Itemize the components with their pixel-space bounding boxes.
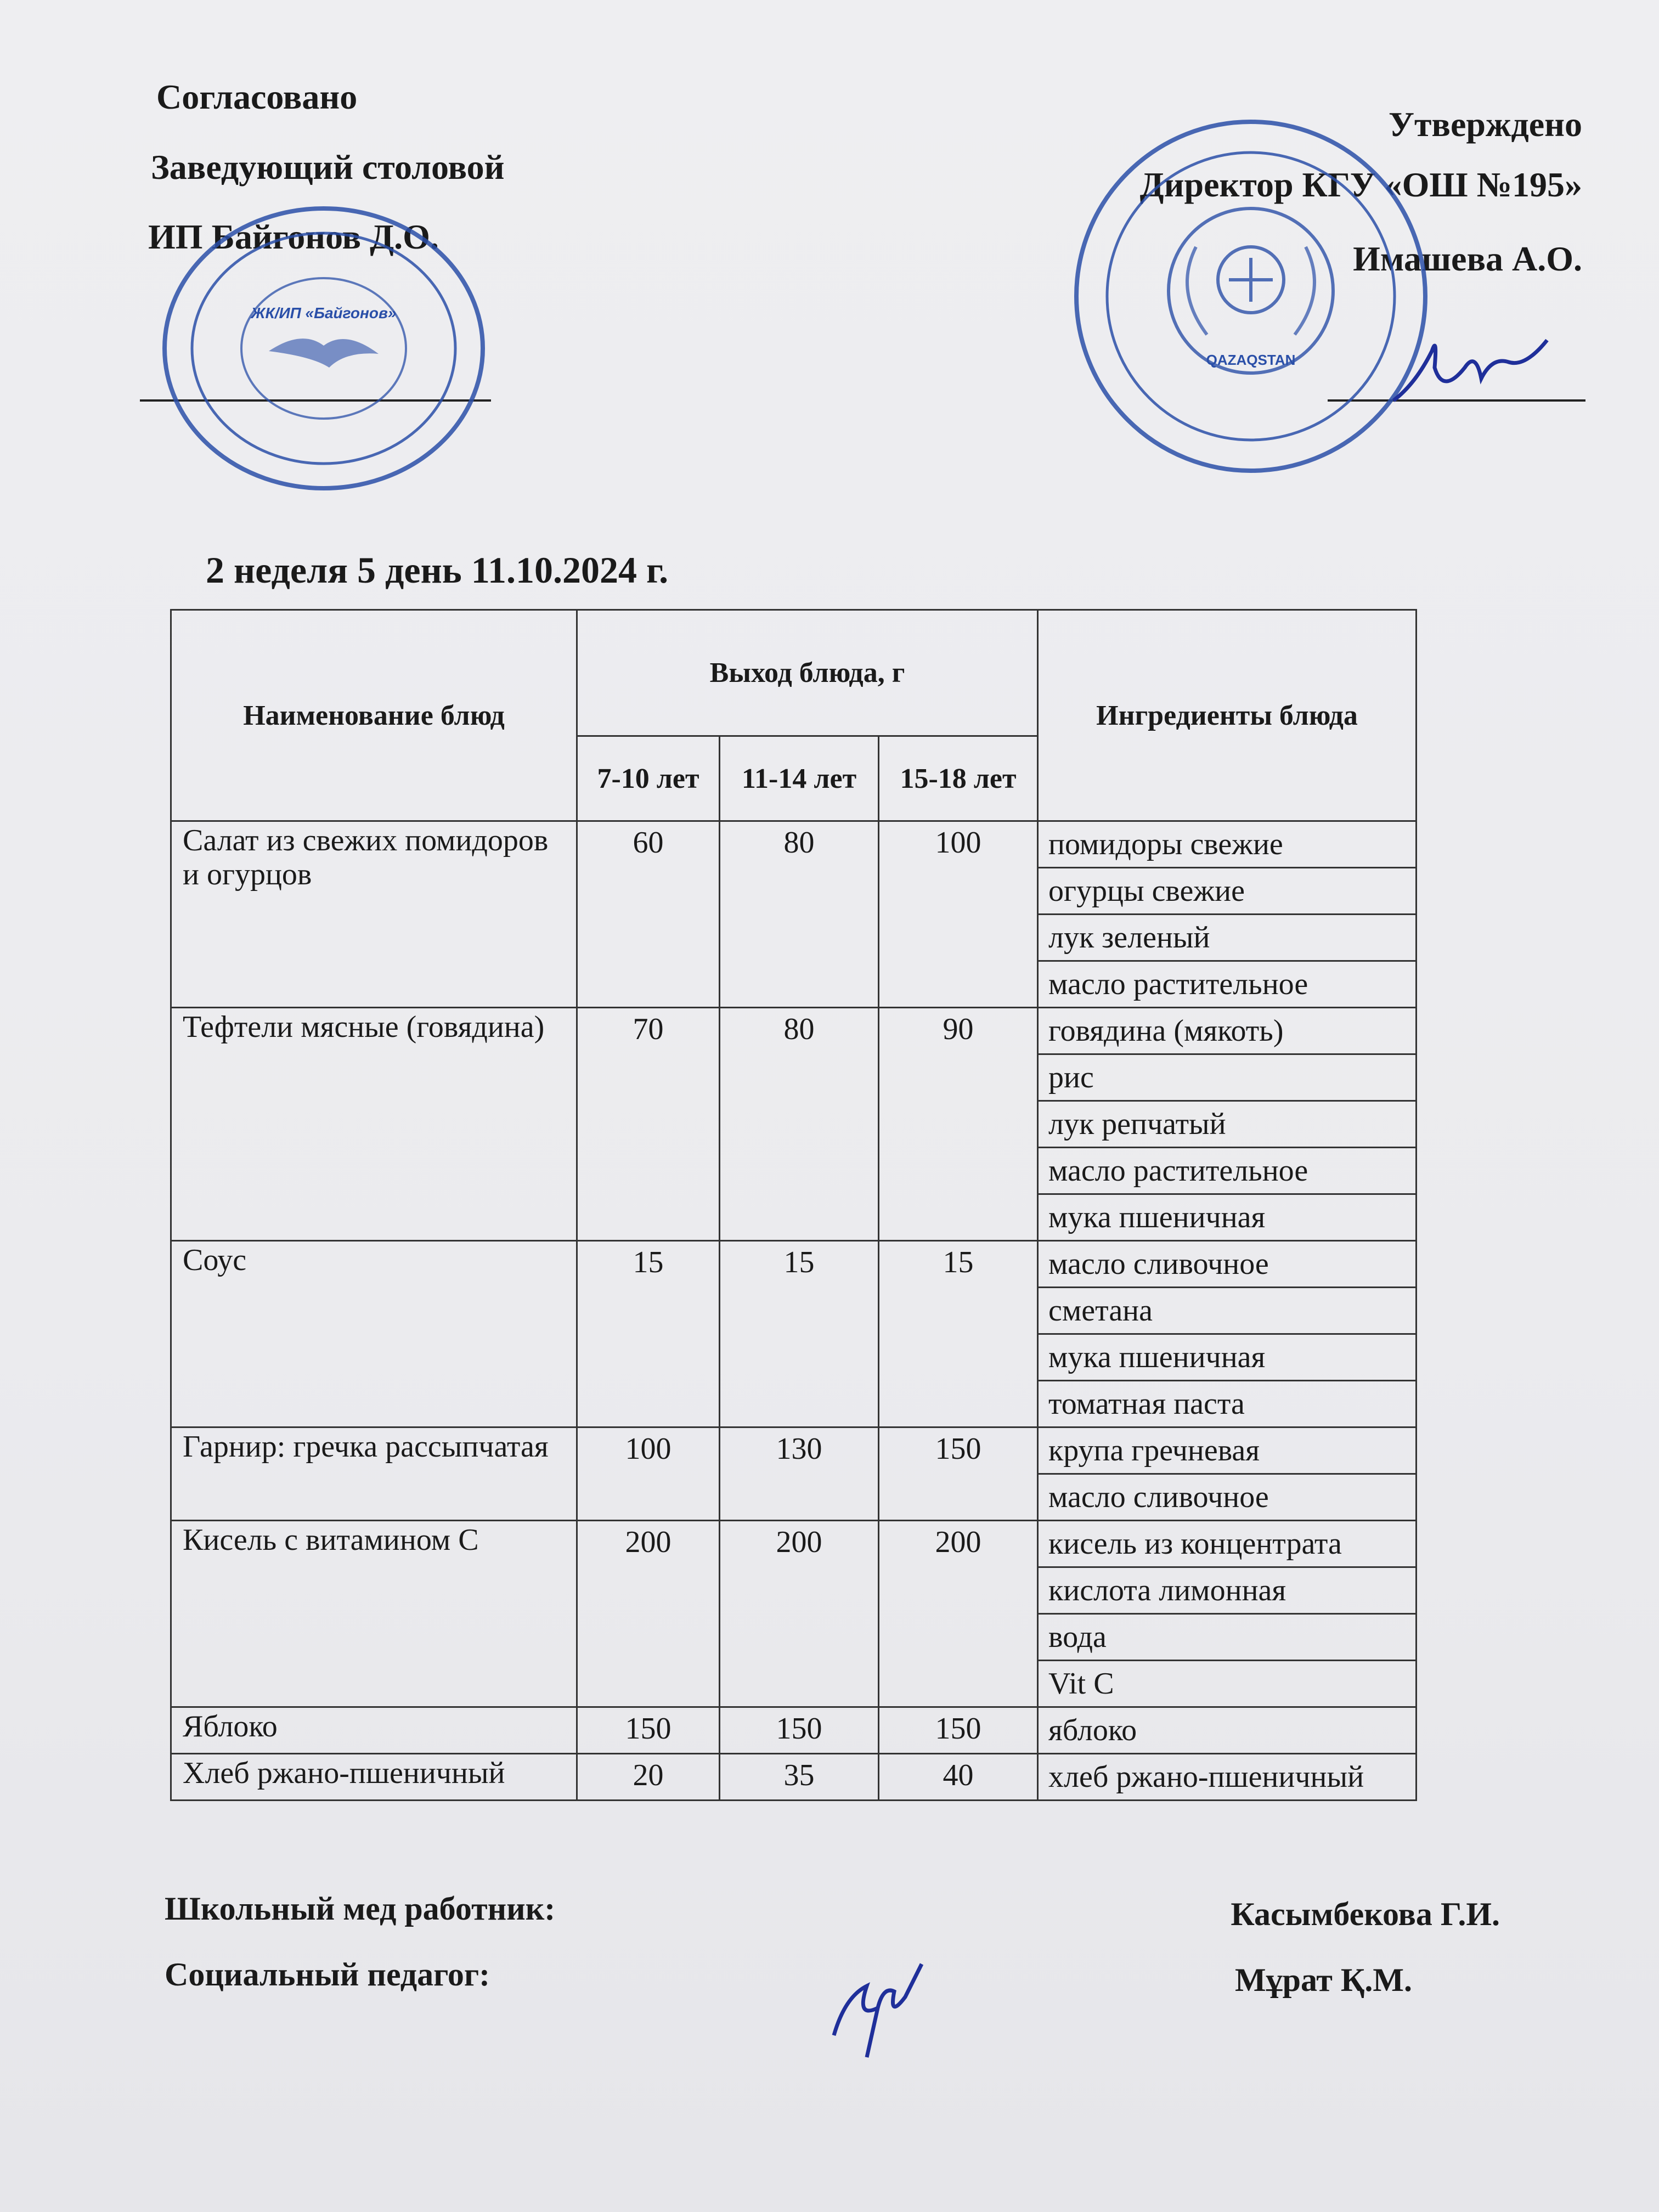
table-row (171, 1707, 1417, 1754)
portion-weight: 80 (720, 1008, 879, 1241)
ingredient-item: кислота лимонная (1039, 1568, 1415, 1615)
stamp-left-text: ЖК/ИП «Байгонов» (251, 304, 397, 321)
menu-table (170, 609, 1417, 1801)
portion-weight: 200 (879, 1521, 1038, 1707)
portion-weight: 200 (577, 1521, 720, 1707)
menu-date-title: 2 неделя 5 день 11.10.2024 г. (206, 549, 669, 591)
portion-weight: 15 (577, 1241, 720, 1427)
table-row (171, 1008, 1417, 1241)
ingredient-item: кисель из концентрата (1039, 1521, 1415, 1568)
table-row (171, 1521, 1417, 1707)
ingredient-item: мука пшеничная (1039, 1335, 1415, 1381)
approval-right-role: Директор КГУ «ОШ №195» (1139, 165, 1582, 204)
signature-footer-icon (823, 1953, 933, 2063)
ingredients-cell (1038, 1521, 1417, 1707)
dish-name: Тефтели мясные (говядина) (171, 1008, 577, 1241)
dish-name: Кисель с витамином С (171, 1521, 577, 1707)
portion-weight: 150 (720, 1707, 879, 1754)
portion-weight: 70 (577, 1008, 720, 1241)
ingredient-item: вода (1039, 1615, 1415, 1661)
footer-person-social: Мұрат Қ.М. (1234, 1962, 1412, 1998)
ingredient-item: хлеб ржано-пшеничный (1048, 1760, 1364, 1794)
approval-left-role: Заведующий столовой (151, 148, 505, 187)
ingredient-list (1039, 1428, 1415, 1520)
ingredients-cell (1038, 821, 1417, 1008)
portion-weight: 20 (577, 1754, 720, 1801)
approval-right-title: Утверждено (1388, 105, 1582, 144)
dish-name: Хлеб ржано-пшеничный (171, 1754, 577, 1801)
ingredient-list (1039, 1008, 1415, 1240)
ingredients-cell (1038, 1707, 1417, 1754)
dish-name: Соус (171, 1241, 577, 1427)
portion-weight: 200 (720, 1521, 879, 1707)
ingredient-item: лук зеленый (1039, 915, 1415, 962)
portion-weight: 35 (720, 1754, 879, 1801)
footer-role-medical: Школьный мед работник: (165, 1891, 556, 1927)
dish-name: Яблоко (171, 1707, 577, 1754)
age-group-header: 15-18 лет (879, 736, 1038, 821)
ingredient-item: масло сливочное (1039, 1242, 1415, 1288)
portion-weight: 80 (720, 821, 879, 1008)
ingredients-cell (1038, 1241, 1417, 1427)
ingredient-item: рис (1039, 1055, 1415, 1102)
ingredient-item: мука пшеничная (1048, 1200, 1266, 1234)
ingredients-cell (1038, 1008, 1417, 1241)
portion-weight: 150 (577, 1707, 720, 1754)
age-group-header: 7-10 лет (577, 736, 720, 821)
age-group-header: 11-14 лет (720, 736, 879, 821)
portion-weight: 150 (879, 1427, 1038, 1521)
ingredient-list (1039, 1708, 1415, 1753)
column-header-name: Наименование блюд (171, 610, 577, 821)
portion-weight: 150 (879, 1707, 1038, 1754)
table-row (171, 821, 1417, 1008)
portion-weight: 90 (879, 1008, 1038, 1241)
stamp-left-icon (159, 203, 488, 494)
ingredient-item: крупа гречневая (1039, 1428, 1415, 1475)
portion-weight: 100 (879, 821, 1038, 1008)
ingredient-item: масло растительное (1048, 967, 1308, 1001)
approval-left-title: Согласовано (156, 77, 358, 116)
portion-weight: 40 (879, 1754, 1038, 1801)
stamp-right-text: QAZAQSTAN (1206, 352, 1296, 368)
ingredient-item: масло сливочное (1048, 1480, 1269, 1514)
portion-weight: 130 (720, 1427, 879, 1521)
portion-weight: 100 (577, 1427, 720, 1521)
ingredient-item: говядина (мякоть) (1039, 1008, 1415, 1055)
ingredient-item: лук репчатый (1039, 1102, 1415, 1148)
ingredient-list (1039, 1521, 1415, 1706)
signature-right-icon (1383, 318, 1558, 417)
ingredient-item: масло растительное (1039, 1148, 1415, 1195)
column-header-output: Выход блюда, г (577, 610, 1038, 736)
table-row (171, 1427, 1417, 1521)
dish-name: Салат из свежих помидоров и огурцов (171, 821, 577, 1008)
ingredient-item: огурцы свежие (1039, 868, 1415, 915)
approval-right-name: Имашева А.О. (1353, 239, 1582, 278)
ingredient-item: томатная паста (1048, 1387, 1245, 1421)
ingredient-item: Vit C (1048, 1667, 1114, 1701)
menu-table-body (171, 821, 1417, 1801)
footer-person-medical: Касымбекова Г.И. (1231, 1896, 1500, 1932)
ingredient-list (1039, 1242, 1415, 1426)
approval-left-name: ИП Байгонов Д.О. (148, 217, 439, 256)
footer-role-social: Социальный педагог: (165, 1956, 490, 1993)
portion-weight: 15 (879, 1241, 1038, 1427)
ingredient-item: помидоры свежие (1039, 822, 1415, 868)
dish-name: Гарнир: гречка рассыпчатая (171, 1427, 577, 1521)
ingredients-cell (1038, 1754, 1417, 1801)
ingredient-item: сметана (1039, 1288, 1415, 1335)
column-header-ingredients: Ингредиенты блюда (1038, 610, 1417, 821)
ingredient-list (1039, 1754, 1415, 1799)
ingredients-cell (1038, 1427, 1417, 1521)
table-row (171, 1241, 1417, 1427)
ingredient-item: яблоко (1048, 1713, 1137, 1747)
ingredient-list (1039, 822, 1415, 1007)
table-row (171, 1754, 1417, 1801)
portion-weight: 15 (720, 1241, 879, 1427)
stamp-right-icon (1064, 115, 1437, 477)
portion-weight: 60 (577, 821, 720, 1008)
